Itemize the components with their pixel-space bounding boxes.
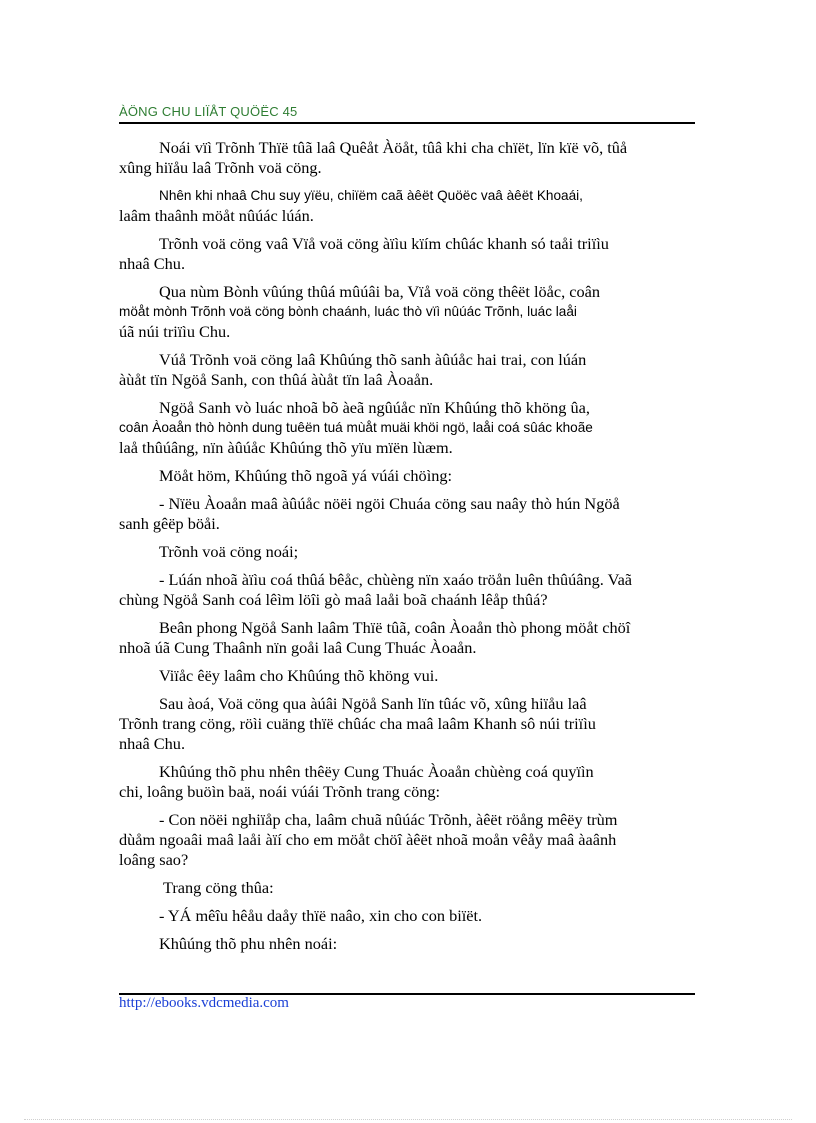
text-line: Vúå Trõnh voä cöng laâ Khûúng thõ sanh àûúåc hai trai, con lúán (159, 350, 587, 369)
paragraph (119, 666, 711, 686)
paragraph (119, 878, 711, 898)
text-line: nhoã úã Cung Thaânh nïn goåi laâ Cung Thuác Àoaån. (119, 638, 477, 657)
footer-link[interactable]: http://ebooks.vdcmedia.com (119, 995, 289, 1011)
text-line: úã núi triïìu Chu. (119, 322, 231, 341)
paragraph (119, 762, 711, 802)
text-line: Trõnh voä cöng vaâ Vïå voä cöng àïìu kïím chûác khanh só taåi triïìu (159, 234, 609, 253)
paragraph (119, 810, 711, 870)
paragraph (119, 350, 711, 390)
paragraph (119, 234, 711, 274)
text-line: laå thûúâng, nïn àûúåc Khûúng thõ yïu mïën lùæm. (119, 438, 453, 457)
text-line: Nhên khi nhaâ Chu suy yïëu, chiïëm caã àêët Quöëc vaâ àêët Khoaái, (159, 188, 583, 203)
paragraph (119, 618, 711, 658)
text-line: àùåt tïn Ngöå Sanh, con thûá àùåt tïn laâ Àoaån. (119, 370, 434, 389)
paragraph (119, 542, 711, 562)
text-line: Sau àoá, Voä cöng qua àúâi Ngöå Sanh lïn tûác võ, xûng hiïåu laâ (159, 694, 587, 713)
paragraph (119, 494, 711, 534)
running-header: ÀÖNG CHU LIÏÅT QUÖËC 45 (119, 104, 298, 119)
text-line: Ngöå Sanh vò luác nhoã bõ àeã ngûúåc nïn Khûúng thõ khöng ûa, (159, 398, 590, 417)
text-line: laâm thaânh möåt nûúác lúán. (119, 206, 314, 225)
text-line: sanh gêëp böåi. (119, 514, 220, 533)
paragraph (119, 906, 711, 926)
text-line: Trang cöng thûa: (163, 878, 274, 897)
text-line: - Nïëu Àoaån maâ àûúåc nöëi ngöi Chuáa cöng sau naây thò hún Ngöå (159, 494, 620, 513)
paragraph (119, 186, 711, 226)
paragraph (119, 282, 711, 342)
text-line: coân Àoaån thò hònh dung tuêën tuá mùåt muäi khöi ngö, laåi coá sûác khoãe (119, 420, 593, 435)
text-line: loâng sao? (119, 850, 189, 869)
paragraph (119, 398, 711, 458)
paragraph (119, 570, 711, 610)
text-line: Khûúng thõ phu nhên noái: (159, 934, 338, 953)
header-rule (119, 122, 695, 124)
text-line: - YÁ mêîu hêåu daåy thïë naâo, xin cho con biïët. (159, 906, 483, 925)
text-line: Trõnh voä cöng noái; (159, 542, 299, 561)
body-text (119, 138, 711, 962)
paragraph (119, 138, 711, 178)
text-line: chi, loâng buöìn baä, noái vúái Trõnh trang cöng: (119, 782, 441, 801)
text-line: - Lúán nhoã àïìu coá thûá bêåc, chùèng nïn xaáo tröån luên thûúâng. Vaã (159, 570, 633, 589)
text-line: dùåm ngoaâi maâ laåi àïí cho em möåt chöî àêët nhoã moån vêåy maâ àaânh (119, 830, 617, 849)
text-line: Noái vïì Trõnh Thïë tûã laâ Quêåt Àöåt, tûâ khi cha chïët, lïn kïë võ, tûå (159, 138, 628, 157)
paragraph (119, 934, 711, 954)
text-line: möåt mònh Trõnh voä cöng bònh chaánh, luác thò vïì nûúác Trõnh, luác laåi (119, 304, 577, 319)
text-line: xûng hiïåu laâ Trõnh voä cöng. (119, 158, 322, 177)
text-line: Khûúng thõ phu nhên thêëy Cung Thuác Àoaån chùèng coá quyïìn (159, 762, 594, 781)
text-line: Möåt höm, Khûúng thõ ngoã yá vúái chöìng: (159, 466, 453, 485)
page-bottom-border (24, 1119, 792, 1120)
text-line: Beân phong Ngöå Sanh laâm Thïë tûã, coân Àoaån thò phong möåt chöî (159, 618, 631, 637)
text-line: nhaâ Chu. (119, 734, 186, 753)
text-line: chùng Ngöå Sanh coá lêìm löîi gò maâ laåi boã chaánh lêåp thûá? (119, 590, 548, 609)
text-line: - Con nöëi nghiïåp cha, laâm chuã nûúác Trõnh, àêët röång mêëy trùm (159, 810, 618, 829)
paragraph (119, 466, 711, 486)
text-line: Trõnh trang cöng, röìi cuäng thïë chûác cha maâ laâm Khanh sô núi triïìu (119, 714, 596, 733)
paragraph (119, 694, 711, 754)
text-line: Qua nùm Bònh vûúng thûá mûúâi ba, Vïå voä cöng thêët löåc, coân (159, 282, 600, 301)
text-line: nhaâ Chu. (119, 254, 186, 273)
text-line: Viïåc êëy laâm cho Khûúng thõ khöng vui. (159, 666, 439, 685)
